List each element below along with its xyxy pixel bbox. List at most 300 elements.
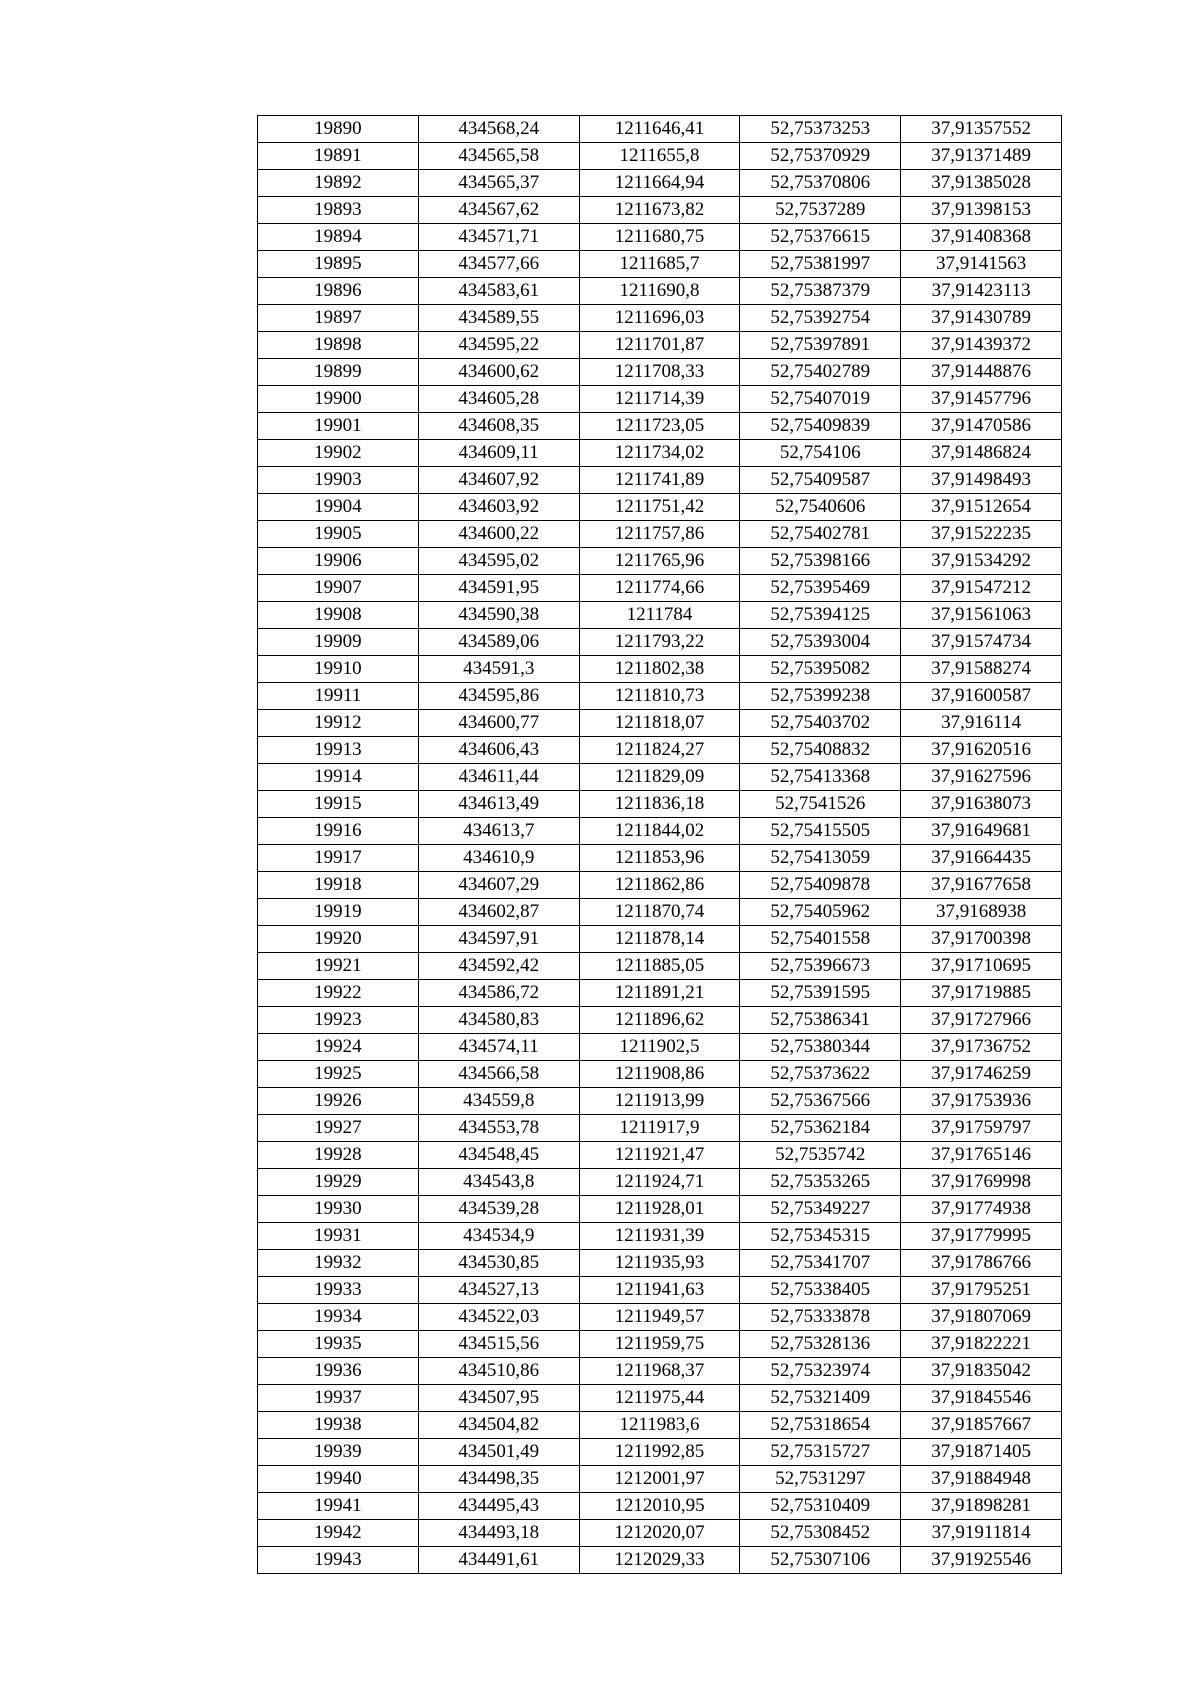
point-number-cell: 19937: [258, 1385, 419, 1412]
x-coordinate-cell: 434602,87: [418, 899, 579, 926]
longitude-cell: 37,91574734: [901, 629, 1062, 656]
x-coordinate-cell: 434567,62: [418, 197, 579, 224]
x-coordinate-cell: 434501,49: [418, 1439, 579, 1466]
y-coordinate-cell: 1211680,75: [579, 224, 740, 251]
longitude-cell: 37,91385028: [901, 170, 1062, 197]
point-number-cell: 19901: [258, 413, 419, 440]
y-coordinate-cell: 1211824,27: [579, 737, 740, 764]
latitude-cell: 52,75370806: [740, 170, 901, 197]
y-coordinate-cell: 1211714,39: [579, 386, 740, 413]
latitude-cell: 52,75381997: [740, 251, 901, 278]
table-row: [258, 1061, 1062, 1088]
latitude-cell: 52,7540606: [740, 494, 901, 521]
table-row: [258, 1196, 1062, 1223]
latitude-cell: 52,75395082: [740, 656, 901, 683]
latitude-cell: 52,75333878: [740, 1304, 901, 1331]
point-number-cell: 19935: [258, 1331, 419, 1358]
y-coordinate-cell: 1212020,07: [579, 1520, 740, 1547]
longitude-cell: 37,91719885: [901, 980, 1062, 1007]
point-number-cell: 19906: [258, 548, 419, 575]
latitude-cell: 52,75367566: [740, 1088, 901, 1115]
point-number-cell: 19910: [258, 656, 419, 683]
table-row: [258, 764, 1062, 791]
table-row: [258, 1331, 1062, 1358]
x-coordinate-cell: 434607,92: [418, 467, 579, 494]
point-number-cell: 19929: [258, 1169, 419, 1196]
table-row: [258, 1250, 1062, 1277]
y-coordinate-cell: 1211646,41: [579, 116, 740, 143]
table-row: [258, 1142, 1062, 1169]
longitude-cell: 37,91857667: [901, 1412, 1062, 1439]
point-number-cell: 19911: [258, 683, 419, 710]
longitude-cell: 37,91779995: [901, 1223, 1062, 1250]
table-row: [258, 926, 1062, 953]
x-coordinate-cell: 434543,8: [418, 1169, 579, 1196]
latitude-cell: 52,75408832: [740, 737, 901, 764]
latitude-cell: 52,75315727: [740, 1439, 901, 1466]
y-coordinate-cell: 1212029,33: [579, 1547, 740, 1574]
y-coordinate-cell: 1211928,01: [579, 1196, 740, 1223]
point-number-cell: 19922: [258, 980, 419, 1007]
table-row: [258, 251, 1062, 278]
y-coordinate-cell: 1211802,38: [579, 656, 740, 683]
latitude-cell: 52,75398166: [740, 548, 901, 575]
longitude-cell: 37,91498493: [901, 467, 1062, 494]
y-coordinate-cell: 1211793,22: [579, 629, 740, 656]
latitude-cell: 52,75386341: [740, 1007, 901, 1034]
table-row: [258, 899, 1062, 926]
y-coordinate-cell: 1211701,87: [579, 332, 740, 359]
longitude-cell: 37,91795251: [901, 1277, 1062, 1304]
y-coordinate-cell: 1211734,02: [579, 440, 740, 467]
x-coordinate-cell: 434522,03: [418, 1304, 579, 1331]
latitude-cell: 52,75392754: [740, 305, 901, 332]
longitude-cell: 37,91677658: [901, 872, 1062, 899]
x-coordinate-cell: 434600,22: [418, 521, 579, 548]
table-row: [258, 656, 1062, 683]
longitude-cell: 37,91884948: [901, 1466, 1062, 1493]
latitude-cell: 52,75310409: [740, 1493, 901, 1520]
point-number-cell: 19938: [258, 1412, 419, 1439]
latitude-cell: 52,75409878: [740, 872, 901, 899]
x-coordinate-cell: 434539,28: [418, 1196, 579, 1223]
table-row: [258, 1358, 1062, 1385]
longitude-cell: 37,91700398: [901, 926, 1062, 953]
latitude-cell: 52,75403702: [740, 710, 901, 737]
latitude-cell: 52,75338405: [740, 1277, 901, 1304]
longitude-cell: 37,91774938: [901, 1196, 1062, 1223]
latitude-cell: 52,75402781: [740, 521, 901, 548]
latitude-cell: 52,75307106: [740, 1547, 901, 1574]
y-coordinate-cell: 1211829,09: [579, 764, 740, 791]
x-coordinate-cell: 434565,58: [418, 143, 579, 170]
x-coordinate-cell: 434595,86: [418, 683, 579, 710]
y-coordinate-cell: 1211935,93: [579, 1250, 740, 1277]
table-row: [258, 332, 1062, 359]
x-coordinate-cell: 434595,02: [418, 548, 579, 575]
table-row: [258, 602, 1062, 629]
y-coordinate-cell: 1211836,18: [579, 791, 740, 818]
longitude-cell: 37,91835042: [901, 1358, 1062, 1385]
point-number-cell: 19919: [258, 899, 419, 926]
latitude-cell: 52,75341707: [740, 1250, 901, 1277]
y-coordinate-cell: 1211959,75: [579, 1331, 740, 1358]
point-number-cell: 19892: [258, 170, 419, 197]
table-row: [258, 629, 1062, 656]
latitude-cell: 52,7541526: [740, 791, 901, 818]
table-row: [258, 575, 1062, 602]
longitude-cell: 37,91925546: [901, 1547, 1062, 1574]
latitude-cell: 52,75393004: [740, 629, 901, 656]
table-row: [258, 359, 1062, 386]
latitude-cell: 52,75362184: [740, 1115, 901, 1142]
latitude-cell: 52,75409839: [740, 413, 901, 440]
table-row: [258, 1277, 1062, 1304]
point-number-cell: 19909: [258, 629, 419, 656]
latitude-cell: 52,75402789: [740, 359, 901, 386]
latitude-cell: 52,75391595: [740, 980, 901, 1007]
longitude-cell: 37,91561063: [901, 602, 1062, 629]
table-body: [258, 116, 1062, 1574]
table-row: [258, 386, 1062, 413]
point-number-cell: 19918: [258, 872, 419, 899]
longitude-cell: 37,91588274: [901, 656, 1062, 683]
longitude-cell: 37,91759797: [901, 1115, 1062, 1142]
y-coordinate-cell: 1211774,66: [579, 575, 740, 602]
latitude-cell: 52,7531297: [740, 1466, 901, 1493]
longitude-cell: 37,91727966: [901, 1007, 1062, 1034]
point-number-cell: 19908: [258, 602, 419, 629]
table-row: [258, 413, 1062, 440]
latitude-cell: 52,75387379: [740, 278, 901, 305]
table-row: [258, 116, 1062, 143]
latitude-cell: 52,75401558: [740, 926, 901, 953]
longitude-cell: 37,91423113: [901, 278, 1062, 305]
x-coordinate-cell: 434565,37: [418, 170, 579, 197]
x-coordinate-cell: 434498,35: [418, 1466, 579, 1493]
latitude-cell: 52,75397891: [740, 332, 901, 359]
longitude-cell: 37,916114: [901, 710, 1062, 737]
latitude-cell: 52,75373253: [740, 116, 901, 143]
latitude-cell: 52,75349227: [740, 1196, 901, 1223]
y-coordinate-cell: 1211690,8: [579, 278, 740, 305]
longitude-cell: 37,91710695: [901, 953, 1062, 980]
table-row: [258, 1412, 1062, 1439]
table-row: [258, 278, 1062, 305]
latitude-cell: 52,75345315: [740, 1223, 901, 1250]
point-number-cell: 19920: [258, 926, 419, 953]
latitude-cell: 52,75308452: [740, 1520, 901, 1547]
y-coordinate-cell: 1211655,8: [579, 143, 740, 170]
x-coordinate-cell: 434507,95: [418, 1385, 579, 1412]
longitude-cell: 37,91620516: [901, 737, 1062, 764]
y-coordinate-cell: 1211757,86: [579, 521, 740, 548]
table-row: [258, 1547, 1062, 1574]
point-number-cell: 19903: [258, 467, 419, 494]
longitude-cell: 37,91371489: [901, 143, 1062, 170]
y-coordinate-cell: 1211870,74: [579, 899, 740, 926]
x-coordinate-cell: 434590,38: [418, 602, 579, 629]
x-coordinate-cell: 434595,22: [418, 332, 579, 359]
longitude-cell: 37,91522235: [901, 521, 1062, 548]
longitude-cell: 37,91448876: [901, 359, 1062, 386]
latitude-cell: 52,75376615: [740, 224, 901, 251]
longitude-cell: 37,91512654: [901, 494, 1062, 521]
latitude-cell: 52,75405962: [740, 899, 901, 926]
point-number-cell: 19897: [258, 305, 419, 332]
latitude-cell: 52,75318654: [740, 1412, 901, 1439]
longitude-cell: 37,91769998: [901, 1169, 1062, 1196]
y-coordinate-cell: 1211924,71: [579, 1169, 740, 1196]
point-number-cell: 19904: [258, 494, 419, 521]
y-coordinate-cell: 1211885,05: [579, 953, 740, 980]
x-coordinate-cell: 434553,78: [418, 1115, 579, 1142]
longitude-cell: 37,91430789: [901, 305, 1062, 332]
latitude-cell: 52,7537289: [740, 197, 901, 224]
point-number-cell: 19927: [258, 1115, 419, 1142]
point-number-cell: 19915: [258, 791, 419, 818]
table-row: [258, 1304, 1062, 1331]
x-coordinate-cell: 434592,42: [418, 953, 579, 980]
longitude-cell: 37,91357552: [901, 116, 1062, 143]
table-row: [258, 440, 1062, 467]
table-row: [258, 170, 1062, 197]
table-row: [258, 818, 1062, 845]
point-number-cell: 19921: [258, 953, 419, 980]
x-coordinate-cell: 434607,29: [418, 872, 579, 899]
table-row: [258, 710, 1062, 737]
x-coordinate-cell: 434600,77: [418, 710, 579, 737]
latitude-cell: 52,75409587: [740, 467, 901, 494]
point-number-cell: 19899: [258, 359, 419, 386]
point-number-cell: 19936: [258, 1358, 419, 1385]
point-number-cell: 19926: [258, 1088, 419, 1115]
point-number-cell: 19928: [258, 1142, 419, 1169]
latitude-cell: 52,75328136: [740, 1331, 901, 1358]
x-coordinate-cell: 434534,9: [418, 1223, 579, 1250]
x-coordinate-cell: 434559,8: [418, 1088, 579, 1115]
table-row: [258, 1493, 1062, 1520]
table-row: [258, 1223, 1062, 1250]
longitude-cell: 37,91807069: [901, 1304, 1062, 1331]
y-coordinate-cell: 1211921,47: [579, 1142, 740, 1169]
point-number-cell: 19914: [258, 764, 419, 791]
longitude-cell: 37,91439372: [901, 332, 1062, 359]
table-row: [258, 548, 1062, 575]
table-row: [258, 1466, 1062, 1493]
x-coordinate-cell: 434571,71: [418, 224, 579, 251]
y-coordinate-cell: 1211949,57: [579, 1304, 740, 1331]
y-coordinate-cell: 1211968,37: [579, 1358, 740, 1385]
longitude-cell: 37,91911814: [901, 1520, 1062, 1547]
table-row: [258, 845, 1062, 872]
table-row: [258, 1439, 1062, 1466]
table-row: [258, 521, 1062, 548]
latitude-cell: 52,75380344: [740, 1034, 901, 1061]
point-number-cell: 19940: [258, 1466, 419, 1493]
table-row: [258, 224, 1062, 251]
table-row: [258, 1169, 1062, 1196]
latitude-cell: 52,75413059: [740, 845, 901, 872]
longitude-cell: 37,91845546: [901, 1385, 1062, 1412]
y-coordinate-cell: 1211878,14: [579, 926, 740, 953]
table-row: [258, 197, 1062, 224]
longitude-cell: 37,91638073: [901, 791, 1062, 818]
y-coordinate-cell: 1211765,96: [579, 548, 740, 575]
y-coordinate-cell: 1211673,82: [579, 197, 740, 224]
point-number-cell: 19934: [258, 1304, 419, 1331]
x-coordinate-cell: 434586,72: [418, 980, 579, 1007]
x-coordinate-cell: 434591,95: [418, 575, 579, 602]
x-coordinate-cell: 434495,43: [418, 1493, 579, 1520]
point-number-cell: 19916: [258, 818, 419, 845]
x-coordinate-cell: 434610,9: [418, 845, 579, 872]
point-number-cell: 19895: [258, 251, 419, 278]
longitude-cell: 37,91398153: [901, 197, 1062, 224]
x-coordinate-cell: 434611,44: [418, 764, 579, 791]
coordinates-table: [257, 115, 1062, 1574]
longitude-cell: 37,9168938: [901, 899, 1062, 926]
y-coordinate-cell: 1211741,89: [579, 467, 740, 494]
y-coordinate-cell: 1212010,95: [579, 1493, 740, 1520]
point-number-cell: 19925: [258, 1061, 419, 1088]
latitude-cell: 52,75353265: [740, 1169, 901, 1196]
point-number-cell: 19896: [258, 278, 419, 305]
x-coordinate-cell: 434504,82: [418, 1412, 579, 1439]
y-coordinate-cell: 1211784: [579, 602, 740, 629]
y-coordinate-cell: 1211751,42: [579, 494, 740, 521]
x-coordinate-cell: 434530,85: [418, 1250, 579, 1277]
y-coordinate-cell: 1211862,86: [579, 872, 740, 899]
longitude-cell: 37,91736752: [901, 1034, 1062, 1061]
latitude-cell: 52,75323974: [740, 1358, 901, 1385]
y-coordinate-cell: 1211975,44: [579, 1385, 740, 1412]
point-number-cell: 19891: [258, 143, 419, 170]
table-row: [258, 683, 1062, 710]
point-number-cell: 19939: [258, 1439, 419, 1466]
x-coordinate-cell: 434589,55: [418, 305, 579, 332]
table-row: [258, 1088, 1062, 1115]
x-coordinate-cell: 434613,7: [418, 818, 579, 845]
y-coordinate-cell: 1211896,62: [579, 1007, 740, 1034]
x-coordinate-cell: 434527,13: [418, 1277, 579, 1304]
latitude-cell: 52,75413368: [740, 764, 901, 791]
point-number-cell: 19894: [258, 224, 419, 251]
point-number-cell: 19890: [258, 116, 419, 143]
table-row: [258, 494, 1062, 521]
longitude-cell: 37,91486824: [901, 440, 1062, 467]
longitude-cell: 37,91534292: [901, 548, 1062, 575]
latitude-cell: 52,7535742: [740, 1142, 901, 1169]
point-number-cell: 19905: [258, 521, 419, 548]
point-number-cell: 19907: [258, 575, 419, 602]
latitude-cell: 52,75395469: [740, 575, 901, 602]
y-coordinate-cell: 1211891,21: [579, 980, 740, 1007]
y-coordinate-cell: 1211983,6: [579, 1412, 740, 1439]
x-coordinate-cell: 434493,18: [418, 1520, 579, 1547]
x-coordinate-cell: 434613,49: [418, 791, 579, 818]
latitude-cell: 52,75396673: [740, 953, 901, 980]
latitude-cell: 52,75399238: [740, 683, 901, 710]
table-row: [258, 143, 1062, 170]
latitude-cell: 52,75415505: [740, 818, 901, 845]
y-coordinate-cell: 1211844,02: [579, 818, 740, 845]
longitude-cell: 37,91470586: [901, 413, 1062, 440]
point-number-cell: 19942: [258, 1520, 419, 1547]
x-coordinate-cell: 434606,43: [418, 737, 579, 764]
y-coordinate-cell: 1211908,86: [579, 1061, 740, 1088]
longitude-cell: 37,91457796: [901, 386, 1062, 413]
table-row: [258, 737, 1062, 764]
point-number-cell: 19912: [258, 710, 419, 737]
x-coordinate-cell: 434491,61: [418, 1547, 579, 1574]
x-coordinate-cell: 434548,45: [418, 1142, 579, 1169]
point-number-cell: 19893: [258, 197, 419, 224]
x-coordinate-cell: 434609,11: [418, 440, 579, 467]
point-number-cell: 19941: [258, 1493, 419, 1520]
point-number-cell: 19930: [258, 1196, 419, 1223]
table-row: [258, 1034, 1062, 1061]
x-coordinate-cell: 434600,62: [418, 359, 579, 386]
x-coordinate-cell: 434589,06: [418, 629, 579, 656]
point-number-cell: 19924: [258, 1034, 419, 1061]
table-row: [258, 980, 1062, 1007]
table-row: [258, 305, 1062, 332]
longitude-cell: 37,91547212: [901, 575, 1062, 602]
point-number-cell: 19898: [258, 332, 419, 359]
table-row: [258, 1115, 1062, 1142]
x-coordinate-cell: 434608,35: [418, 413, 579, 440]
latitude-cell: 52,75394125: [740, 602, 901, 629]
point-number-cell: 19900: [258, 386, 419, 413]
y-coordinate-cell: 1211818,07: [579, 710, 740, 737]
longitude-cell: 37,91871405: [901, 1439, 1062, 1466]
point-number-cell: 19923: [258, 1007, 419, 1034]
longitude-cell: 37,91408368: [901, 224, 1062, 251]
x-coordinate-cell: 434574,11: [418, 1034, 579, 1061]
y-coordinate-cell: 1211723,05: [579, 413, 740, 440]
longitude-cell: 37,91898281: [901, 1493, 1062, 1520]
point-number-cell: 19931: [258, 1223, 419, 1250]
longitude-cell: 37,91765146: [901, 1142, 1062, 1169]
latitude-cell: 52,75370929: [740, 143, 901, 170]
latitude-cell: 52,75321409: [740, 1385, 901, 1412]
table-row: [258, 1520, 1062, 1547]
x-coordinate-cell: 434605,28: [418, 386, 579, 413]
latitude-cell: 52,754106: [740, 440, 901, 467]
x-coordinate-cell: 434566,58: [418, 1061, 579, 1088]
longitude-cell: 37,91627596: [901, 764, 1062, 791]
point-number-cell: 19943: [258, 1547, 419, 1574]
x-coordinate-cell: 434583,61: [418, 278, 579, 305]
longitude-cell: 37,91753936: [901, 1088, 1062, 1115]
y-coordinate-cell: 1211931,39: [579, 1223, 740, 1250]
longitude-cell: 37,91649681: [901, 818, 1062, 845]
point-number-cell: 19917: [258, 845, 419, 872]
y-coordinate-cell: 1211853,96: [579, 845, 740, 872]
y-coordinate-cell: 1212001,97: [579, 1466, 740, 1493]
longitude-cell: 37,91746259: [901, 1061, 1062, 1088]
y-coordinate-cell: 1211810,73: [579, 683, 740, 710]
point-number-cell: 19902: [258, 440, 419, 467]
table-row: [258, 953, 1062, 980]
x-coordinate-cell: 434577,66: [418, 251, 579, 278]
point-number-cell: 19933: [258, 1277, 419, 1304]
table-row: [258, 872, 1062, 899]
longitude-cell: 37,91664435: [901, 845, 1062, 872]
x-coordinate-cell: 434580,83: [418, 1007, 579, 1034]
longitude-cell: 37,91600587: [901, 683, 1062, 710]
